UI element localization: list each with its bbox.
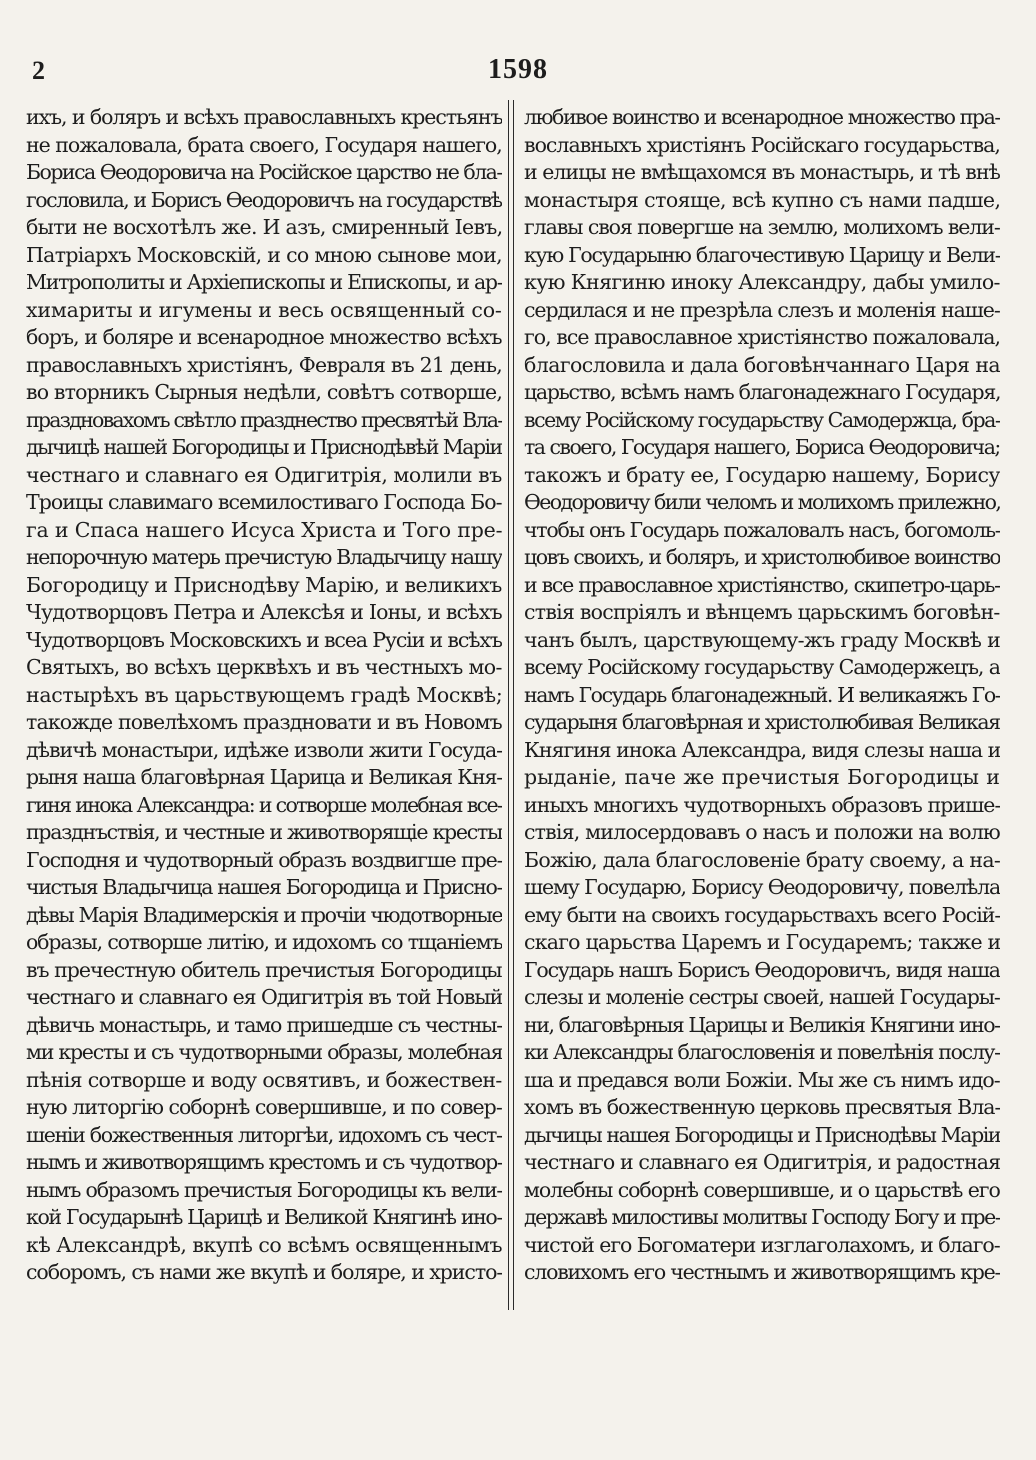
text-line: непорочную матерь пречистую Владычицу нашу — [26, 545, 502, 569]
text-line: любивое воинство и всенародное множество пра- — [524, 105, 1000, 129]
text-line: шенiи божественныя литоргѣи, идохомъ съ чест- — [26, 1122, 502, 1147]
text-line: цовъ своихъ, и боляръ, и христолюбивое воинство — [524, 545, 1000, 569]
text-line: такожъ и брату ее, Государю нашему, Борису — [524, 462, 1000, 487]
left-column — [26, 104, 502, 1304]
text-line: Чудотворцовъ Петра и Алексѣя и Iоны, и всѣхъ — [26, 600, 502, 624]
text-line: дѣвичѣ монастыри, идѣже изволи жити Госуда- — [26, 737, 502, 762]
text-line: Господня и чудотворный образъ воздвигше пре- — [26, 847, 502, 872]
text-line: чанъ былъ, царствующему-жъ граду Москвѣ и — [524, 627, 1000, 652]
text-line: ми кресты и съ чудотворными образы, молебная — [26, 1040, 502, 1064]
text-line: рыданiе, паче же пречистыя Богородицы и — [524, 765, 1000, 789]
text-line: чистыя Владычица нашея Богородица и Присно- — [26, 875, 502, 899]
text-line: всему Росiйскому государьству Самодержецъ, а — [524, 655, 1000, 679]
text-line: рыня наша благовѣрная Царица и Великая Кня- — [26, 765, 502, 789]
text-line: ствiя, милосердовавъ о насъ и положи на волю — [524, 820, 1000, 844]
text-line: го, все православное христiянство пожаловала, — [524, 325, 1000, 349]
text-line: въ пречестную обитель пречистыя Богородицы — [26, 957, 502, 982]
text-line: ни, благовѣрныя Царицы и Великiя Княгини ино- — [524, 1012, 1000, 1037]
text-line: царьство, всѣмъ намъ благонадежнаго Государя, — [524, 380, 1000, 404]
text-line: чтобы онъ Государь пожаловалъ насъ, богомоль- — [524, 517, 1000, 542]
text-line: Божiю, дала благословенiе брату своему, а на- — [524, 847, 1000, 872]
text-line: честнаго и славнаго ея Одигитрiя въ той Новый — [26, 985, 502, 1009]
text-line: Святыхъ, во всѣхъ церквѣхъ и въ честныхъ мо- — [26, 655, 502, 679]
text-line: дычицѣ нашей Богородицы и Приснодѣвѣй Марiи — [26, 435, 502, 459]
text-line: ша и предався воли Божiи. Мы же съ нимъ идо- — [524, 1067, 1000, 1092]
text-line: ствiя воспрiялъ и вѣнцемъ царьскимъ боговѣн- — [524, 600, 1000, 624]
page-number: 2 — [32, 56, 45, 85]
text-line: Троицы славимаго всемилостиваго Господа Бо- — [26, 490, 502, 514]
text-line: кую Государыню благочестивую Царицу и Вели- — [524, 242, 1000, 267]
text-line: благословила и дала боговѣнчаннаго Царя на — [524, 352, 1000, 377]
text-line: Митрополиты и Архiепископы и Епископы, и ар- — [26, 270, 502, 294]
text-line: Богородицу и Приснодѣву Марiю, и великихъ — [26, 572, 502, 597]
text-line: кую Княгиню иноку Александру, дабы умило- — [524, 270, 1000, 294]
text-line: словихомъ его честнымъ и животворящимъ кре- — [524, 1260, 1000, 1284]
text-line: во вторникъ Сырныя недѣли, совѣтъ сотворше, — [26, 380, 502, 404]
text-line: химариты и игумены и весь освященный со- — [26, 297, 502, 322]
text-line: вославныхъ христiянъ Росiйскаго государьства, — [524, 132, 1000, 157]
text-line: не пожаловала, брата своего, Государя нашего, — [26, 132, 502, 157]
text-line: та своего, Государя нашего, Бориса Ѳеодоровича; — [524, 435, 1000, 459]
text-line: кѣ Александрѣ, вкупѣ со всѣмъ освященнымъ — [26, 1232, 502, 1257]
text-line: хомъ въ божественную церковь пресвятыя Вла- — [524, 1095, 1000, 1119]
text-line: Княгиня инока Александра, видя слезы наша и — [524, 737, 1000, 762]
text-line: ки Александры благословенiя и повелѣнiя послу- — [524, 1040, 1000, 1064]
text-line: ную литоргiю соборнѣ совершивше, и по совер- — [26, 1095, 502, 1119]
text-line: и елицы не вмѣщахомся въ монастырь, и тѣ внѣ — [524, 160, 1000, 184]
text-line: образы, сотворше литiю, и идохомъ со тщанiемъ — [26, 930, 502, 954]
text-line: соборомъ, съ нами же вкупѣ и боляре, и христо- — [26, 1260, 502, 1284]
text-line: честнаго и славнаго ея Одигитрiя, молили въ — [26, 462, 502, 487]
text-line: быти не восхотѣлъ же. И азъ, смиренный Iевъ, — [26, 215, 502, 239]
text-line: монастыря стояще, всѣ купно съ нами падше, — [524, 187, 1000, 212]
text-line: сердилася и не презрѣла слезъ и моленiя наше- — [524, 297, 1000, 322]
text-line: празднъствiя, и честные и животворящiе кресты — [26, 820, 502, 844]
text-line: нымъ образомъ пречистыя Богородицы къ вели- — [26, 1177, 502, 1202]
column-divider — [508, 100, 514, 1310]
text-line: шему Государю, Борису Ѳеодоровичу, повелѣла — [524, 875, 1000, 899]
text-line: сударыня благовѣрная и христолюбивая Великая — [524, 710, 1000, 734]
text-line: га и Спаса нашего Исуса Христа и Того пре- — [26, 517, 502, 542]
text-line: намъ Государь благонадежный. И великаяжъ Го- — [524, 682, 1000, 707]
text-line: Ѳеодоровичу били челомъ и молихомъ прилежно, — [524, 490, 1000, 514]
text-line: главы своя повергше на землю, молихомъ вели- — [524, 215, 1000, 239]
text-line: всему Росiйскому государьству Самодержца, бра- — [524, 407, 1000, 432]
text-line: дѣвы Марiя Владимерскiя и прочiи чюдотворные — [26, 902, 502, 927]
text-line: Бориса Ѳеодоровича на Росiйское царство не бла- — [26, 160, 502, 184]
text-line: державѣ милостивы молитвы Господу Богу и пре- — [524, 1205, 1000, 1229]
text-line: такожде повелѣхомъ праздновати и въ Новомъ — [26, 710, 502, 734]
text-line: ихъ, и боляръ и всѣхъ православныхъ крестьянъ — [26, 105, 502, 129]
text-line: настырѣхъ въ царьствующемъ градѣ Москвѣ; — [26, 682, 502, 707]
year-heading: 1598 — [488, 54, 548, 85]
text-line: дѣвичь монастырь, и тамо пришедше съ честны- — [26, 1012, 502, 1037]
text-line: слезы и моленiе сестры своей, нашей Государы- — [524, 985, 1000, 1009]
text-line: молебны соборнѣ совершивше, и о царьствѣ его — [524, 1177, 1000, 1202]
text-line: пѣнiя сотворше и воду освятивъ, и божествен- — [26, 1067, 502, 1092]
text-line: праздновахомъ свѣтло празднество пресвятѣй Вла- — [26, 407, 502, 432]
text-line: православныхъ христiянъ, Февраля въ 21 день, — [26, 352, 502, 377]
text-line: боръ, и боляре и всенародное множество всѣхъ — [26, 325, 502, 349]
text-line: гословила, и Борисъ Ѳеодоровичъ на государствѣ — [26, 187, 502, 212]
text-line: Государь нашъ Борисъ Ѳеодоровичъ, видя наша — [524, 957, 1000, 982]
text-line: кой Государынѣ Царицѣ и Великой Княгинѣ ино- — [26, 1205, 502, 1229]
text-line: честнаго и славнаго ея Одигитрiя, и радостная — [524, 1150, 1000, 1174]
right-column — [524, 104, 1000, 1304]
text-line: иныхъ многихъ чудотворныхъ образовъ прише- — [524, 792, 1000, 817]
text-line: нымъ и животворящимъ крестомъ и съ чудотвор- — [26, 1150, 502, 1174]
text-line: Патрiархъ Московскiй, и со мною сынове мои, — [26, 242, 502, 267]
text-line: и все православное христiянство, скипетро-царь- — [524, 572, 1000, 597]
text-line: Чудотворцовъ Московскихъ и всеа Русiи и всѣхъ — [26, 627, 502, 652]
text-line: дычицы нашея Богородицы и Приснодѣвы Марiи — [524, 1122, 1000, 1147]
text-line: скаго царьства Царемъ и Государемъ; также и — [524, 930, 1000, 954]
text-line: ему быти на своихъ государьствахъ всего Росiй- — [524, 902, 1000, 927]
text-line: чистой его Богоматери изглаголахомъ, и благо- — [524, 1232, 1000, 1257]
text-line: гиня инока Александра: и сотворше молебная все- — [26, 792, 502, 817]
